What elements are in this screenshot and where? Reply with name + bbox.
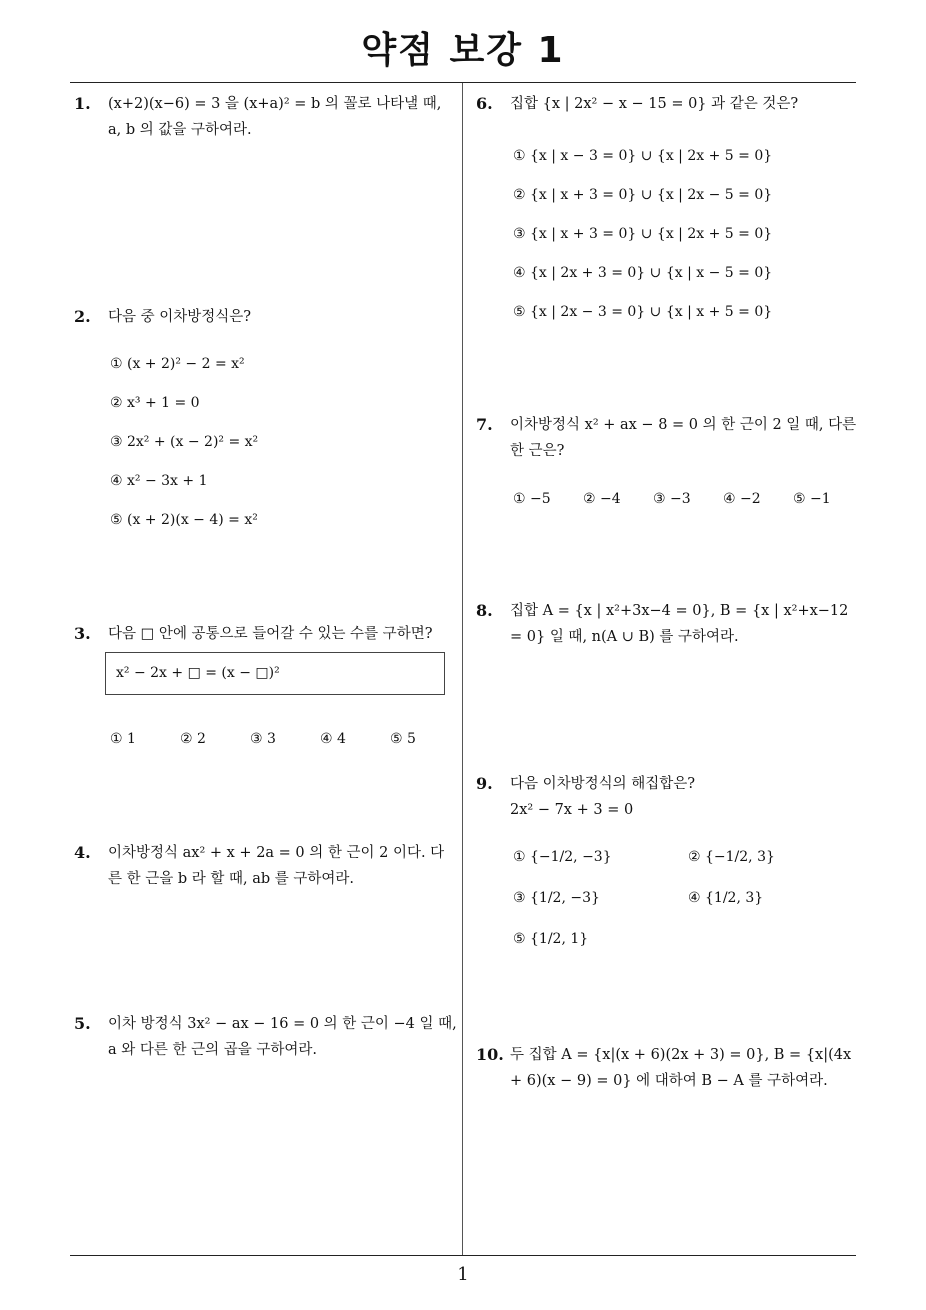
question-number: 8.: [476, 601, 493, 620]
question-equation: 2x² − 7x + 3 = 0: [510, 802, 634, 818]
answer-option[interactable]: ② −4: [583, 491, 621, 507]
question-number: 1.: [74, 94, 91, 113]
question-number: 9.: [476, 774, 493, 793]
answer-option[interactable]: ⑤ {x | 2x − 3 = 0} ∪ {x | x + 5 = 0}: [513, 304, 773, 320]
column-divider: [462, 83, 463, 1255]
question-9: [476, 771, 860, 823]
question-stem: (x+2)(x−6) = 3 을 (x+a)² = b 의 꼴로 나타낼 때, a, b 의 값을 구하여라.: [108, 96, 442, 138]
answer-option[interactable]: ③ {1/2, −3}: [513, 890, 600, 906]
question-number: 7.: [476, 415, 493, 434]
answer-option[interactable]: ① {x | x − 3 = 0} ∪ {x | 2x + 5 = 0}: [513, 148, 773, 164]
question-5: [74, 1011, 458, 1063]
question-6: [476, 91, 860, 117]
answer-option[interactable]: ③ 2x² + (x − 2)² = x²: [110, 434, 259, 450]
question-number: 4.: [74, 843, 91, 862]
answer-option[interactable]: ② {−1/2, 3}: [688, 849, 775, 865]
answer-option[interactable]: ④ 4: [320, 731, 346, 747]
question-stem: 집합 {x | 2x² − x − 15 = 0} 과 같은 것은?: [510, 96, 799, 112]
question-2: [74, 304, 458, 330]
answer-option[interactable]: ④ x² − 3x + 1: [110, 473, 208, 489]
question-number: 2.: [74, 307, 91, 326]
answer-option[interactable]: ⑤ {1/2, 1}: [513, 931, 589, 947]
answer-option[interactable]: ④ {x | 2x + 3 = 0} ∪ {x | x − 5 = 0}: [513, 265, 773, 281]
page-title: 약점 보강 1: [361, 30, 565, 71]
question-stem: 이차 방정식 3x² − ax − 16 = 0 의 한 근이 −4 일 때, a 와 다른 한 근의 곱을 구하여라.: [108, 1016, 457, 1058]
question-stem: 다음 중 이차방정식은?: [108, 309, 252, 325]
top-rule: [70, 82, 856, 83]
answer-option[interactable]: ④ {1/2, 3}: [688, 890, 764, 906]
question-stem: 다음 이차방정식의 해집합은?: [510, 776, 696, 792]
answer-option[interactable]: ③ −3: [653, 491, 691, 507]
answer-option[interactable]: ⑤ (x + 2)(x − 4) = x²: [110, 512, 258, 528]
question-number: 5.: [74, 1014, 91, 1033]
answer-option[interactable]: ⑤ 5: [390, 731, 416, 747]
equation-box: x² − 2x + □ = (x − □)²: [105, 652, 445, 695]
answer-option[interactable]: ② {x | x + 3 = 0} ∪ {x | 2x − 5 = 0}: [513, 187, 773, 203]
question-number: 3.: [74, 624, 91, 643]
answer-option[interactable]: ④ −2: [723, 491, 761, 507]
answer-option[interactable]: ① (x + 2)² − 2 = x²: [110, 356, 245, 372]
bottom-rule: [70, 1255, 856, 1256]
question-stem: 이차방정식 ax² + x + 2a = 0 의 한 근이 2 이다. 다른 한 근을 b 라 할 때, ab 를 구하여라.: [108, 845, 445, 887]
question-7: [476, 412, 860, 464]
question-1: [74, 91, 458, 143]
question-8: [476, 598, 860, 650]
page-number: 1: [457, 1264, 469, 1285]
question-stem: 집합 A = {x | x²+3x−4 = 0}, B = {x | x²+x−12 = 0} 일 때, n(A ∪ B) 를 구하여라.: [510, 603, 849, 645]
question-number: 10.: [476, 1045, 504, 1064]
answer-option[interactable]: ② 2: [180, 731, 206, 747]
answer-option[interactable]: ③ 3: [250, 731, 276, 747]
question-stem: 다음 □ 안에 공통으로 들어갈 수 있는 수를 구하면?: [108, 626, 433, 642]
answer-option[interactable]: ⑤ −1: [793, 491, 831, 507]
answer-option[interactable]: ① {−1/2, −3}: [513, 849, 612, 865]
answer-option[interactable]: ② x³ + 1 = 0: [110, 395, 200, 411]
question-3: [74, 621, 458, 647]
answer-option[interactable]: ① 1: [110, 731, 136, 747]
question-10: [476, 1042, 860, 1094]
question-stem: 두 집합 A = {x|(x + 6)(2x + 3) = 0}, B = {x|(4x + 6)(x − 9) = 0} 에 대하여 B − A 를 구하여라.: [510, 1047, 852, 1089]
answer-option[interactable]: ③ {x | x + 3 = 0} ∪ {x | 2x + 5 = 0}: [513, 226, 773, 242]
question-stem: 이차방정식 x² + ax − 8 = 0 의 한 근이 2 일 때, 다른 한 근은?: [510, 417, 857, 459]
question-4: [74, 840, 458, 892]
answer-option[interactable]: ① −5: [513, 491, 551, 507]
question-number: 6.: [476, 94, 493, 113]
